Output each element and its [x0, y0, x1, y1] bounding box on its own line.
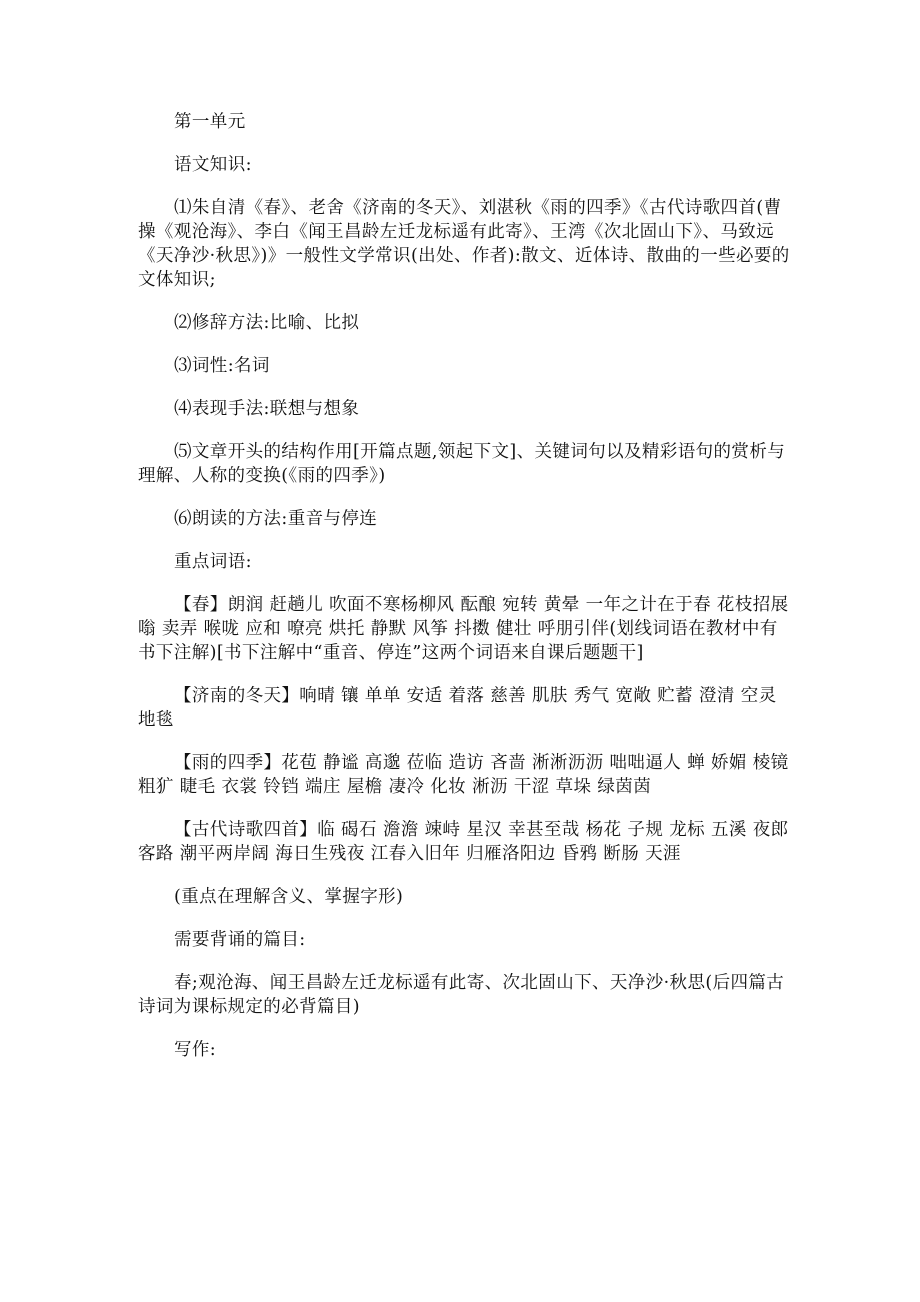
knowledge-item-2: ⑵修辞方法:比喻、比拟	[174, 313, 360, 333]
key-words-note: (重点在理解含义、掌握字形)	[174, 887, 404, 907]
key-words-ancient-poems: 【古代诗歌四首】临 碣石 澹澹 竦峙 星汉 幸甚至哉 杨花 子规 龙标 五溪 夜郎 客路 潮平两岸阔 海日生残夜 江春入旧年 归雁洛阳边 昏鸦 断肠 天涯	[138, 820, 789, 864]
key-words-four-seasons-rain: 【雨的四季】花苞 静谧 高邈 莅临 造访 吝啬 淅淅沥沥 咄咄逼人 蝉 娇媚 棱镜 粗犷 睫毛 衣裳 铃铛 端庄 屋檐 凄冷 化妆 淅沥 干涩 草垛 绿茵茵	[138, 753, 789, 797]
unit-heading: 第一单元	[174, 112, 246, 132]
section-heading-writing: 写作:	[174, 1040, 217, 1060]
section-heading-language-knowledge: 语文知识:	[174, 155, 252, 175]
knowledge-item-1: ⑴朱自清《春》、老舍《济南的冬天》、刘湛秋《雨的四季》《古代诗歌四首(曹操《观沧海》、李白《闻王昌龄左迁龙标遥有此寄》、王湾《次北固山下》、马致远《天净沙·秋思》)》一般性文学常识(出处、作者):散文、近体诗、散曲的一些必要的文体知识;	[138, 198, 790, 290]
section-heading-recitation: 需要背诵的篇目:	[174, 930, 306, 950]
knowledge-item-3: ⑶词性:名词	[174, 356, 270, 376]
recitation-list: 春;观沧海、闻王昌龄左迁龙标遥有此寄、次北固山下、天净沙·秋思(后四篇古诗词为课标规定的必背篇目)	[138, 973, 785, 1017]
section-heading-key-words: 重点词语:	[174, 552, 252, 572]
knowledge-item-4: ⑷表现手法:联想与想象	[174, 399, 360, 419]
key-words-spring: 【春】朗润 赶趟儿 吹面不寒杨柳风 酝酿 宛转 黄晕 一年之计在于春 花枝招展 嗡 卖弄 喉咙 应和 嘹亮 烘托 静默 风筝 抖擞 健壮 呼朋引伴(划线词语在教材中有书下注解)[书下注解中“重音、停连”这两个词语来自课后题题干]	[138, 595, 789, 663]
key-words-jinan-winter: 【济南的冬天】响晴 镶 单单 安适 着落 慈善 肌肤 秀气 宽敞 贮蓄 澄清 空灵 地毯	[138, 686, 777, 730]
knowledge-item-6: ⑹朗读的方法:重音与停连	[174, 509, 378, 529]
knowledge-item-5: ⑸文章开头的结构作用[开篇点题,领起下文]、关键词句以及精彩语句的赏析与理解、人称的变换(《雨的四季》)	[138, 442, 786, 486]
